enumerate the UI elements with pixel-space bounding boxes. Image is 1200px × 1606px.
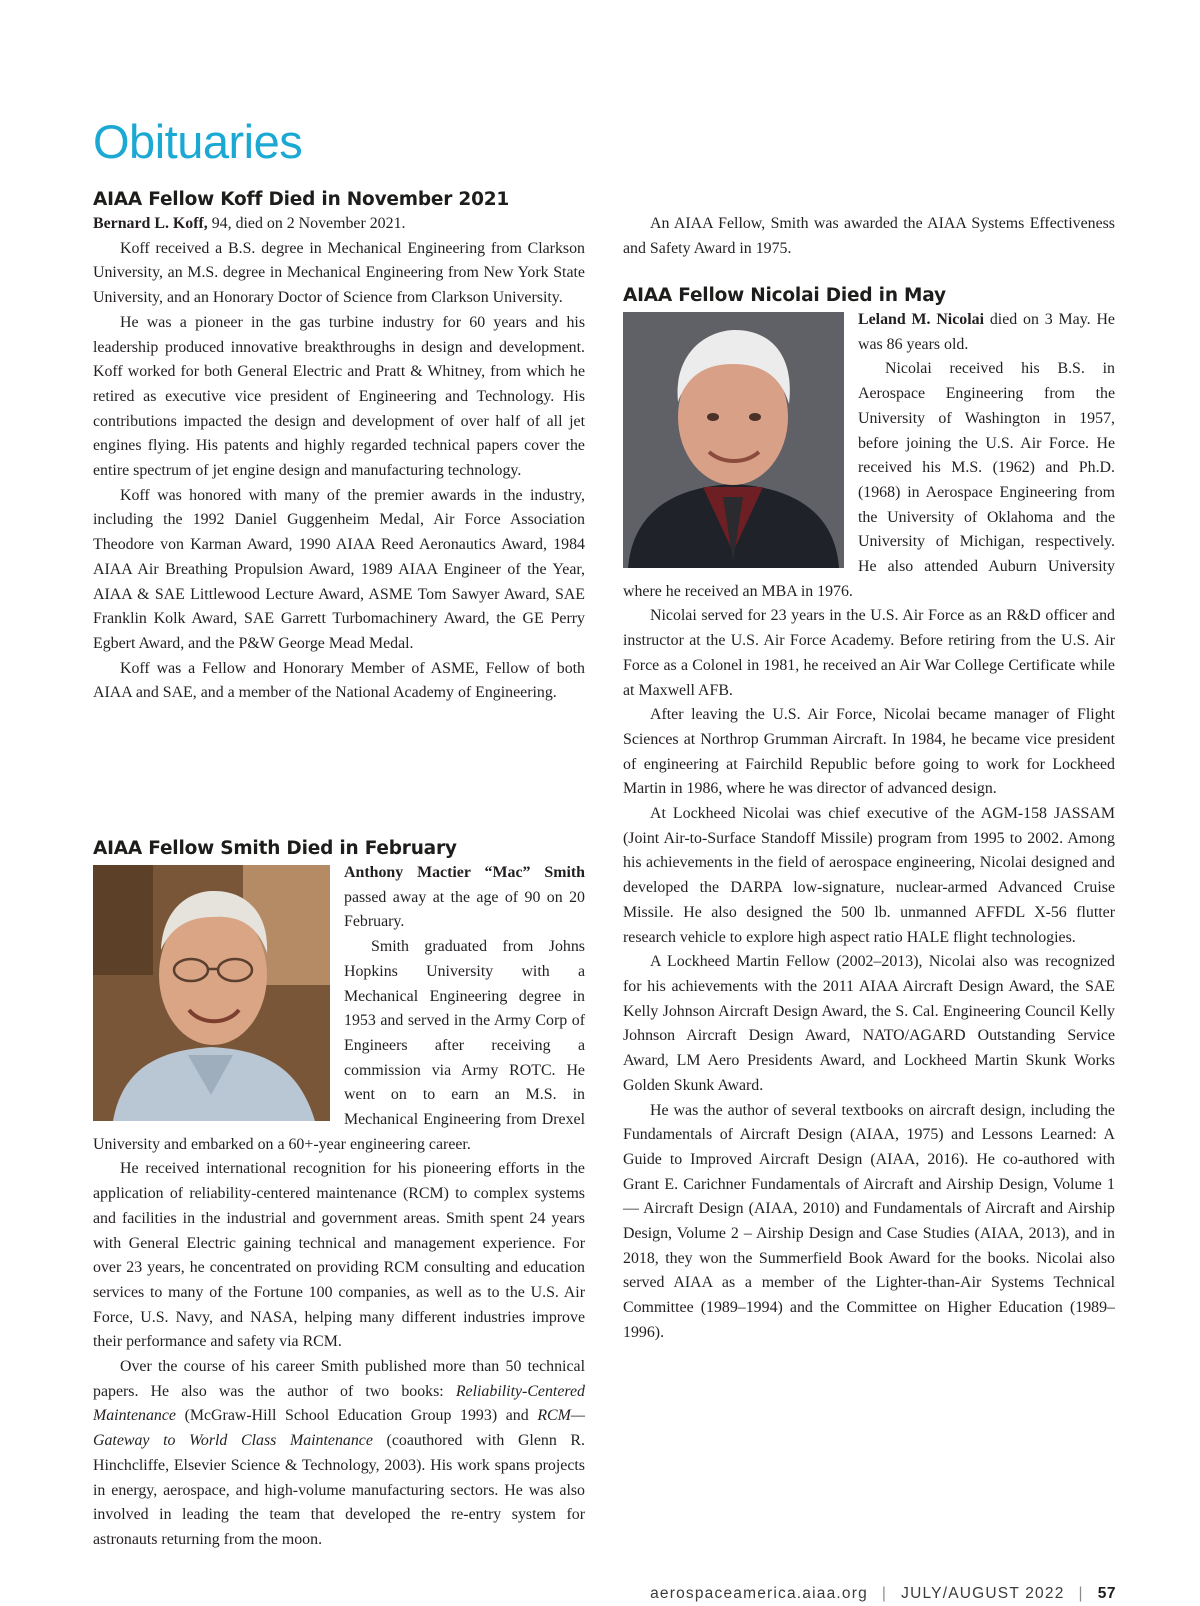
footer-separator: |	[881, 1585, 888, 1602]
smith-paragraph-3-text-b: (McGraw-Hill School Education Group 1993) and	[175, 1407, 538, 1425]
nicolai-portrait-photo	[623, 312, 844, 568]
nicolai-paragraph-2: Nicolai served for 23 years in the U.S. Air Force as an R&D officer and instructor at the U.S. Air Force Academy. Before retiring from the U.S. Air Force as a Colonel in 1981, he received an Air War College Certificate while at Maxwell AFB.	[623, 607, 1115, 699]
nicolai-heading: AIAA Fellow Nicolai Died in May	[623, 285, 946, 306]
page-number: 57	[1097, 1585, 1116, 1602]
koff-lead-text: 94, died on 2 November 2021.	[207, 215, 406, 232]
nicolai-paragraph-3: After leaving the U.S. Air Force, Nicolai became manager of Flight Sciences at Northrop Grumman Aircraft. In 1984, he became vice president of engineering at Fairchild Republic before going to work for Lockheed Martin in 1986, where he was director of advanced design.	[623, 706, 1115, 798]
page-title: Obituaries	[93, 115, 303, 168]
koff-paragraph-1: Koff received a B.S. degree in Mechanical Engineering from Clarkson University, an M.S. degree in Mechanical Engineering from New York State University, and an Honorary Doctor of Science from Clarkson University.	[93, 239, 585, 307]
smith-book-title-2: RCM—Gateway to World Class Maintenance	[93, 1407, 585, 1450]
nicolai-name: Leland M. Nicolai	[858, 311, 984, 328]
nicolai-paragraph-5: A Lockheed Martin Fellow (2002–2013), Nicolai also was recognized for his achievements with the 2011 AIAA Aircraft Design Award, the SAE Kelly Johnson Aircraft Design Award, the S. Cal. Engineering Council Kelly Johnson Aircraft Design Award, NATO/AGARD Outstanding Service Award, LM Aero Presidents Award, and Lockheed Martin Skunk Works Golden Skunk Award.	[623, 953, 1115, 1094]
footer-site: aerospaceamerica.aiaa.org	[650, 1585, 868, 1602]
smith-paragraph-4: An AIAA Fellow, Smith was awarded the AIAA Systems Effectiveness and Safety Award in 1975.	[623, 215, 1115, 257]
koff-lead	[93, 212, 585, 237]
smith-portrait-photo	[93, 865, 330, 1121]
koff-heading: AIAA Fellow Koff Died in November 2021	[93, 189, 510, 210]
smith-paragraph-3-text-c: (coauthored with Glenn R. Hinchcliffe, Elsevier Science & Technology, 2003). His work spans projects in energy, aerospace, and high-volume manufacturing sectors. He was also involved in leading the team that developed the re-entry system for astronauts returning from the moon.	[93, 1432, 585, 1548]
smith-paragraph-3	[93, 1355, 585, 1553]
koff-article	[93, 187, 585, 706]
smith-paragraph-3-text-a: Over the course of his career Smith published more than 50 technical papers. He also was the author of two books:	[93, 1358, 585, 1400]
smith-paragraph-2: He received international recognition for his pioneering efforts in the application of reliability-centered maintenance (RCM) to complex systems and facilities in the industrial and government areas. Smith spent 24 years with General Electric gaining technical and management experience. For over 23 years, he concentrated on providing RCM consulting and education services to many of the Fortune 100 companies, as well as to the U.S. Air Force, U.S. Navy, and NASA, helping many different industries improve their performance and safety via RCM.	[93, 1160, 585, 1351]
footer-issue: JULY/AUGUST 2022	[901, 1585, 1065, 1602]
smith-article	[93, 836, 585, 1553]
smith-name: Anthony Mactier “Mac” Smith	[344, 864, 585, 881]
koff-paragraph-3: Koff was honored with many of the premier awards in the industry, including the 1992 Daniel Guggenheim Medal, Air Force Association Theodore von Karman Award, 1990 AIAA Reed Aeronautics Award, 1984 AIAA Air Breathing Propulsion Award, 1989 AIAA Engineer of the Year, AIAA & SAE Littlewood Lecture Award, ASME Tom Sawyer Award, SAE Franklin Kolk Award, SAE Garrett Turbomachinery Award, the GE Perry Egbert Award, and the P&W George Mead Medal.	[93, 486, 585, 652]
koff-name: Bernard L. Koff,	[93, 215, 208, 232]
page-footer	[650, 1585, 1116, 1603]
koff-paragraph-2: He was a pioneer in the gas turbine industry for 60 years and his leadership produced innovative breakthroughs in design and development. Koff worked for both General Electric and Pratt & Whitney, from which he retired as executive vice president of Engineering and Technology. His contributions impacted the design and development of over half of all jet engines flying. His patents and highly regarded technical papers cover the entire spectrum of jet engine design and manufacturing technology.	[93, 313, 585, 480]
nicolai-article	[623, 283, 1115, 1346]
koff-paragraph-4: Koff was a Fellow and Honorary Member of ASME, Fellow of both AIAA and SAE, and a member of the National Academy of Engineering.	[93, 659, 585, 702]
smith-heading: AIAA Fellow Smith Died in February	[93, 838, 457, 859]
smith-paragraph-1: Smith graduated from Johns Hopkins University with a Mechanical Engineering degree in 1953 and served in the Army Corp of Engineers after receiving a commission via Army ROTC. He went on to earn an M.S. in Mechanical Engineering from Drexel University and embarked on a 60+-year engineering career.	[93, 938, 585, 1153]
smith-lead-text: passed away at the age of 90 on 20 February.	[344, 888, 585, 931]
nicolai-paragraph-6: He was the author of several textbooks on aircraft design, including the Fundamentals of Aircraft Design (AIAA, 1975) and Lessons Learned: A Guide to Improved Aircraft Design (AIAA, 2016). He co-authored with Grant E. Carichner Fundamentals of Aircraft and Airship Design, Volume 1 — Aircraft Design (AIAA, 2010) and Fundamentals of Aircraft and Airship Design, Volume 2 – Airship Design and Case Studies (AIAA, 2013), and in 2018, they won the Summerfield Book Award for the books. Nicolai also served AIAA as a member of the Lighter-than-Air Systems Technical Committee (1989–1994) and the Committee on Higher Education (1989–1996).	[623, 1101, 1115, 1341]
footer-separator-2: |	[1078, 1585, 1084, 1602]
smith-book-title-1: Reliability-Centered Maintenance	[93, 1382, 585, 1425]
nicolai-lead-text: died on 3 May. He was 86 years old.	[858, 311, 1115, 353]
nicolai-paragraph-1: Nicolai received his B.S. in Aerospace Engineering from the University of Washington in 1957, before joining the U.S. Air Force. He received his M.S. (1962) and Ph.D. (1968) in Aerospace Engineering from the University of Oklahoma and the University of Michigan, respectively. He also attended Auburn University where he received an MBA in 1976.	[623, 360, 1115, 600]
nicolai-paragraph-4: At Lockheed Nicolai was chief executive of the AGM-158 JASSAM (Joint Air-to-Surface Standoff Missile) program from 1995 to 2002. Among his achievements in the field of aerospace engineering, Nicolai designed and developed the DARPA low-signature, nuclear-armed Advanced Cruise Missile. He also designed the 500 lb. unmanned AFFDL X-56 flutter research vehicle to explore high aspect ratio HALE flight technologies.	[623, 805, 1115, 946]
